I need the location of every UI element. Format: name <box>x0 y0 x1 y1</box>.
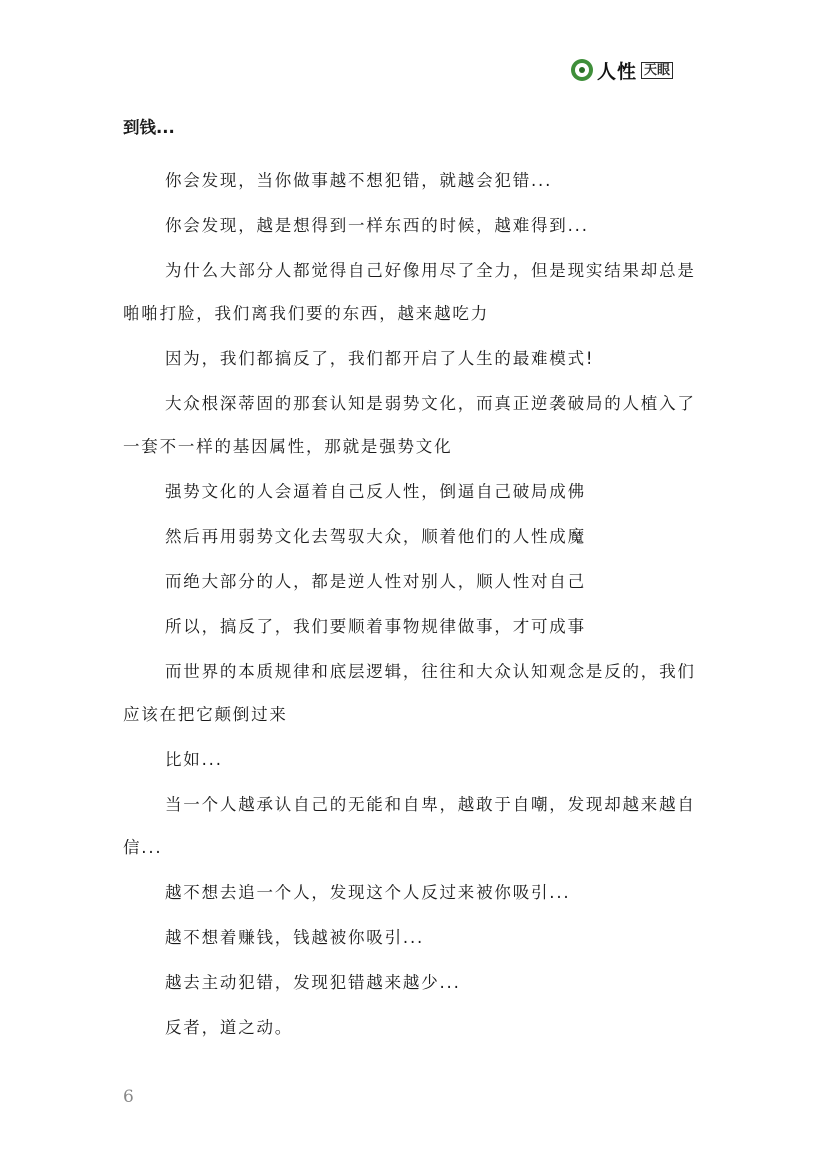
paragraph: 而绝大部分的人，都是逆人性对别人，顺人性对自己 <box>165 572 586 591</box>
paragraph: 强势文化的人会逼着自己反人性，倒逼自己破局成佛 <box>165 482 586 501</box>
logo-sub-text: 天眼 <box>641 62 673 79</box>
paragraph: 越不想去追一个人，发现这个人反过来被你吸引... <box>165 883 571 902</box>
paragraph: 越不想着赚钱，钱越被你吸引... <box>165 928 425 947</box>
paragraph: 而世界的本质规律和底层逻辑，往往和大众认知观念是反的，我们应该在把它颠倒过来 <box>123 662 696 724</box>
paragraph: 反者，道之动。 <box>165 1018 294 1037</box>
paragraph: 比如... <box>165 750 223 769</box>
paragraph: 你会发现，当你做事越不想犯错，就越会犯错... <box>165 171 553 190</box>
paragraph: 所以，搞反了，我们要顺着事物规律做事，才可成事 <box>165 617 586 636</box>
logo-main-text: 人性 <box>597 60 638 83</box>
paragraph: 你会发现，越是想得到一样东西的时候，越难得到... <box>165 216 589 235</box>
paragraph: 然后再用弱势文化去驾驭大众，顺着他们的人性成魔 <box>165 527 586 546</box>
brand-logo <box>571 58 673 82</box>
paragraph: 大众根深蒂固的那套认知是弱势文化，而真正逆袭破局的人植入了一套不一样的基因属性，那就是强势文化 <box>123 394 696 456</box>
heading-fragment: 到钱... <box>123 118 175 137</box>
paragraph: 因为，我们都搞反了，我们都开启了人生的最难模式! <box>165 349 595 368</box>
paragraph: 越去主动犯错，发现犯错越来越少... <box>165 973 461 992</box>
paragraph: 为什么大部分人都觉得自己好像用尽了全力，但是现实结果却总是啪啪打脸，我们离我们要的东西，越来越吃力 <box>123 261 696 323</box>
paragraph: 当一个人越承认自己的无能和自卑，越敢于自嘲，发现却越来越自信... <box>123 795 696 857</box>
eye-icon <box>571 59 593 81</box>
page-number: 6 <box>123 1087 134 1107</box>
document-body <box>123 114 701 1051</box>
